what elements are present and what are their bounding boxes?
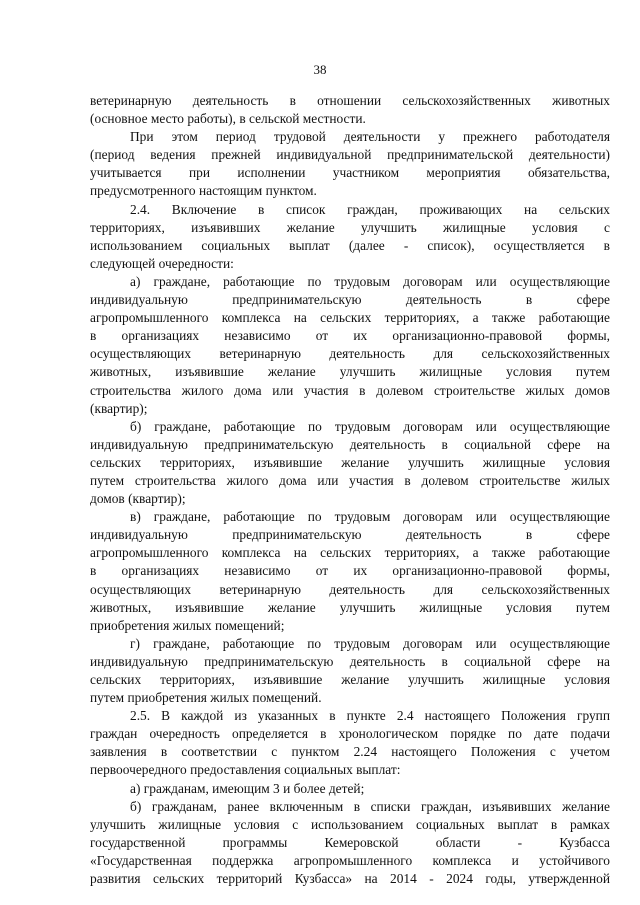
text-line: следующей очередности:: [90, 255, 234, 271]
text-line: граждан очередность определяется в хронологическом порядке по дате подачи: [90, 726, 610, 742]
text-line: в) граждане, работающие по трудовым договорам или осуществляющие: [130, 509, 610, 525]
text-line: а) гражданам, имеющим 3 и более детей;: [130, 780, 365, 796]
text-line: животных, изъявившие желание улучшить жилищные условия путем: [90, 599, 610, 615]
text-line: «Государственная поддержка агропромышленного комплекса и устойчивого: [90, 852, 610, 868]
text-line: агропромышленного комплекса на сельских территориях, а также работающие: [90, 310, 610, 326]
text-line: б) граждане, работающие по трудовым договорам или осуществляющие: [130, 418, 610, 434]
text-line: б) гражданам, ранее включенным в списки граждан, изъявивших желание: [130, 798, 610, 814]
text-line: осуществляющих ветеринарную деятельность для сельскохозяйственных: [90, 581, 610, 597]
text-line: использованием социальных выплат (далее - список), осуществляется в: [90, 237, 610, 253]
text-line: в организациях независимо от их организационно-правовой формы,: [90, 328, 610, 344]
text-line: 2.5. В каждой из указанных в пункте 2.4 настоящего Положения групп: [130, 708, 610, 724]
text-line: в организациях независимо от их организационно-правовой формы,: [90, 563, 610, 579]
text-line: (период ведения прежней индивидуальной предпринимательской деятельности): [90, 147, 610, 163]
text-line: домов (квартир);: [90, 491, 186, 507]
text-line: (основное место работы), в сельской местности.: [90, 111, 366, 127]
text-line: сельских территориях, изъявившие желание улучшить жилищные условия: [90, 454, 610, 470]
text-line: строительства жилого дома или участия в долевом строительстве жилых домов: [90, 382, 610, 398]
text-line: предусмотренного настоящим пунктом.: [90, 183, 317, 199]
text-line: индивидуальную предпринимательскую деятельность в социальной сфере на: [90, 653, 610, 669]
document-body: [90, 92, 610, 888]
text-line: 2.4. Включение в список граждан, проживающих на сельских: [130, 201, 610, 217]
text-line: путем приобретения жилых помещений.: [90, 690, 322, 706]
text-line: (квартир);: [90, 400, 148, 416]
text-line: ветеринарную деятельность в отношении сельскохозяйственных животных: [90, 93, 610, 108]
text-line: путем строительства жилого дома или участия в долевом строительстве жилых: [90, 472, 610, 488]
text-line: агропромышленного комплекса на сельских территориях, а также работающие: [90, 545, 610, 561]
text-line: г) граждане, работающие по трудовым договорам или осуществляющие: [130, 635, 610, 651]
text-line: заявления в соответствии с пунктом 2.24 настоящего Положения с учетом: [90, 744, 610, 760]
page-number: 38: [313, 62, 327, 77]
text-line: индивидуальную предпринимательскую деятельность в сфере: [90, 292, 610, 308]
text-line: При этом период трудовой деятельности у прежнего работодателя: [130, 129, 610, 145]
text-line: учитывается при исполнении участником мероприятия обязательства,: [90, 165, 610, 181]
text-line: государственной программы Кемеровской области - Кузбасса: [90, 834, 610, 850]
text-line: развития сельских территорий Кузбасса» на 2014 - 2024 годы, утвержденной: [90, 871, 610, 887]
text-line: улучшить жилищные условия с использованием социальных выплат в рамках: [90, 816, 610, 832]
text-line: индивидуальную предпринимательскую деятельность в социальной сфере на: [90, 436, 610, 452]
text-line: территориях, изъявивших желание улучшить жилищные условия с: [90, 219, 610, 235]
text-line: первоочередного предоставления социальных выплат:: [90, 762, 401, 778]
text-line: а) граждане, работающие по трудовым договорам или осуществляющие: [130, 273, 610, 289]
text-line: индивидуальную предпринимательскую деятельность в сфере: [90, 527, 610, 543]
text-line: животных, изъявившие желание улучшить жилищные условия путем: [90, 364, 610, 380]
text-line: приобретения жилых помещений;: [90, 617, 285, 633]
text-line: сельских территориях, изъявившие желание улучшить жилищные условия: [90, 672, 610, 687]
text-line: осуществляющих ветеринарную деятельность для сельскохозяйственных: [90, 346, 610, 362]
